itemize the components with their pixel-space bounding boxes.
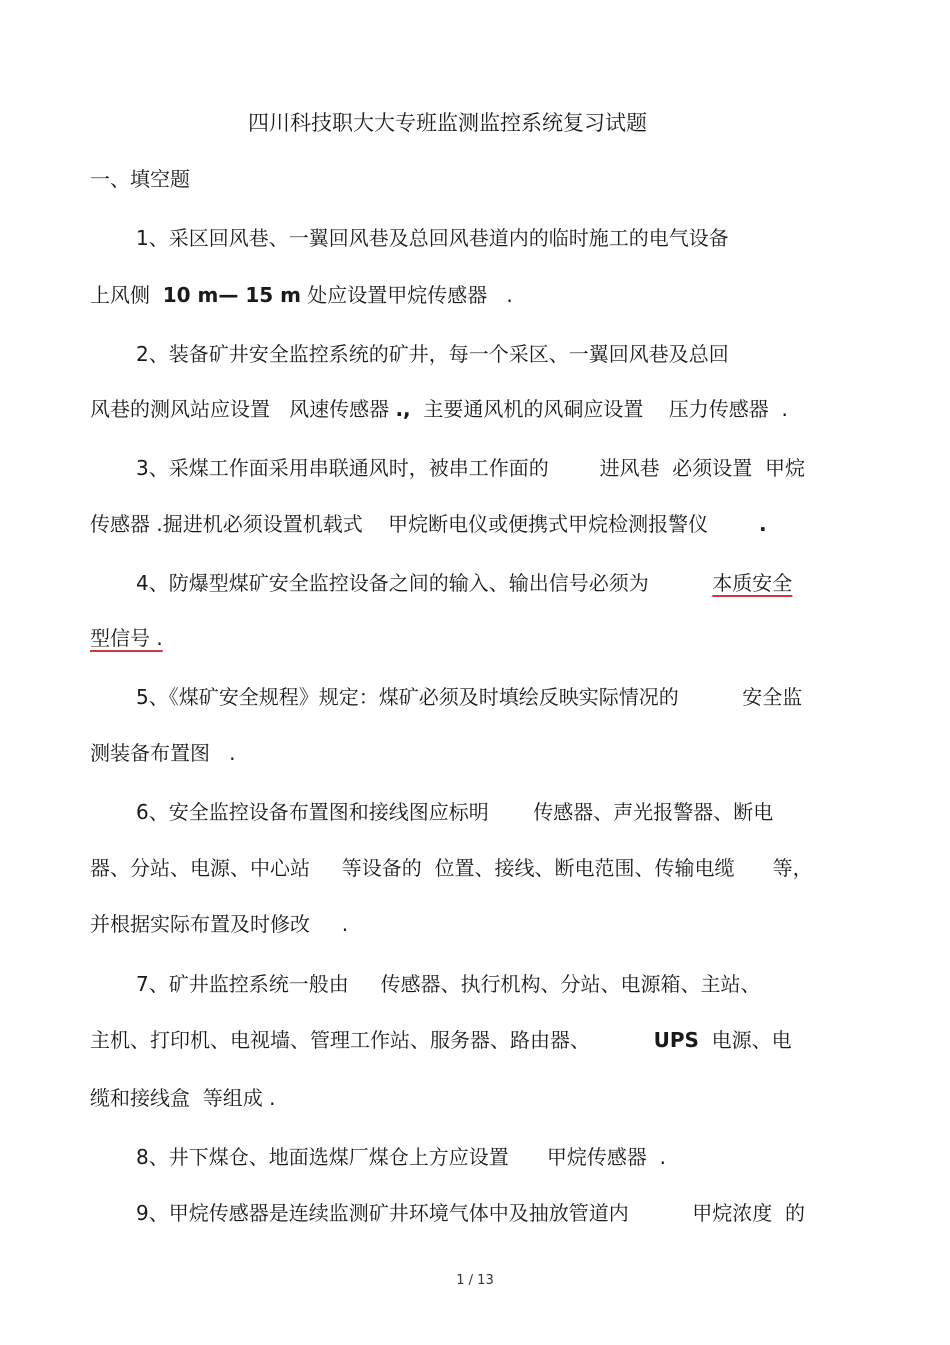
text-line: 缆和接线盒 等组成 . bbox=[90, 1086, 276, 1110]
text-line: 1、采区回风巷、一翼回风巷及总回风巷道内的临时施工的电气设备 bbox=[136, 226, 729, 250]
text-line: 3、采煤工作面采用串联通风时，被串工作面的 进风巷 必须设置 甲烷 bbox=[136, 456, 806, 480]
text-line: 传感器 .掘进机必须设置机载式 甲烷断电仪或便携式甲烷检测报警仪 . bbox=[90, 512, 767, 536]
text-line: 并根据实际布置及时修改 . bbox=[90, 912, 349, 936]
text-line bbox=[90, 626, 163, 650]
text-line: 9、甲烷传感器是连续监测矿井环境气体中及抽放管道内 甲烷浓度 的 bbox=[136, 1201, 806, 1225]
text-line: 2、装备矿井安全监控系统的矿井，每一个采区、一翼回风巷及总回 bbox=[136, 342, 729, 366]
text-line: 主机、打印机、电视墙、管理工作站、服务器、路由器、 UPS 电源、电 bbox=[90, 1028, 792, 1052]
text-line: 7、矿井监控系统一般由 传感器、执行机构、分站、电源箱、主站、 bbox=[136, 972, 761, 996]
underlined-answer: 本质安全 bbox=[712, 571, 793, 595]
underlined-answer: 型信号 . bbox=[90, 626, 163, 650]
text-line: 6、安全监控设备布置图和接线图应标明 传感器、声光报警器、断电 bbox=[136, 800, 774, 824]
text-line: 4、防爆型煤矿安全监控设备之间的输入、输出信号必须为 本质安全 bbox=[136, 571, 793, 595]
page-title: 四川科技职大大专班监测监控系统复习试题 bbox=[248, 111, 647, 135]
text-line: 5、《煤矿安全规程》规定：煤矿必须及时填绘反映实际情况的 安全监 bbox=[136, 685, 803, 709]
text-line: 风巷的测风站应设置 风速传感器 ., 主要通风机的风硐应设置 压力传感器 . bbox=[90, 397, 788, 421]
text-line: 测装备布置图 . bbox=[90, 741, 236, 765]
section-heading: 一、填空题 bbox=[90, 167, 190, 191]
text-line: 8、井下煤仓、地面选煤厂煤仓上方应设置 甲烷传感器 . bbox=[136, 1145, 666, 1169]
page-number: 1 / 13 bbox=[456, 1273, 494, 1288]
text-line: 上风侧 10 m— 15 m 处应设置甲烷传感器 . bbox=[90, 283, 513, 307]
text-line: 器、分站、电源、中心站 等设备的 位置、接线、断电范围、传输电缆 等， bbox=[90, 856, 813, 880]
